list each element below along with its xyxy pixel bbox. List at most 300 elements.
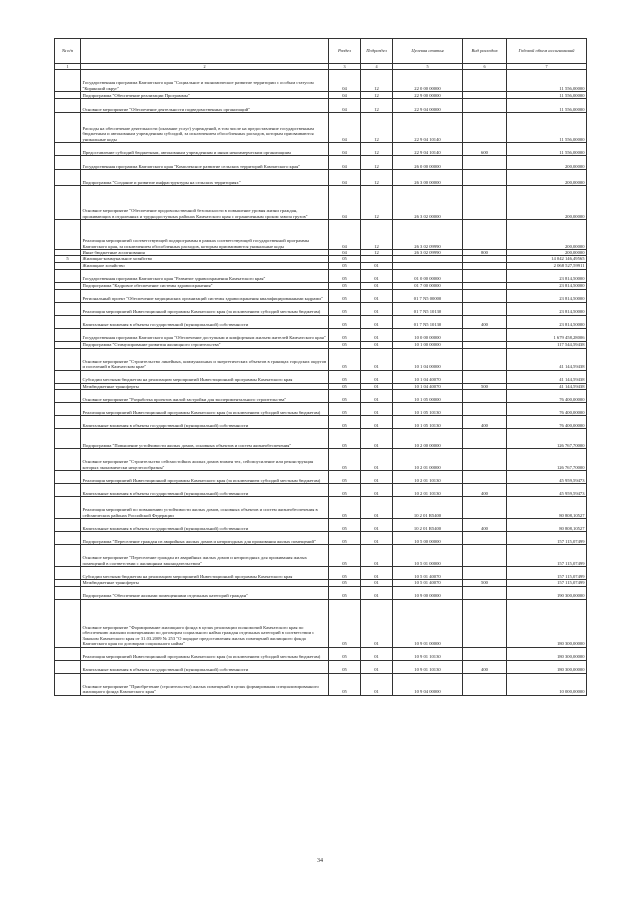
row-celevaya-statya: 10 2 00 00000 bbox=[393, 429, 463, 449]
row-number bbox=[55, 545, 81, 567]
row-podrazdel: 01 bbox=[361, 484, 393, 497]
row-celevaya-statya: 22 9 04 00000 bbox=[393, 99, 463, 113]
row-name: Основное мероприятие "Разработка проектов жилой застройки для экспериментального строительства" bbox=[81, 390, 329, 403]
table-row bbox=[55, 567, 587, 580]
column-index: 4 bbox=[361, 64, 393, 70]
row-amount: 157 115,07499 bbox=[507, 567, 587, 580]
row-razdel: 05 bbox=[329, 370, 361, 383]
row-amount: 117 544,59438 bbox=[507, 341, 587, 348]
row-razdel: 05 bbox=[329, 449, 361, 471]
column-index: 2 bbox=[81, 64, 329, 70]
row-amount: 157 115,07499 bbox=[507, 545, 587, 567]
row-razdel: 05 bbox=[329, 519, 361, 532]
row-amount: 200,00000 bbox=[507, 250, 587, 256]
table-row bbox=[55, 370, 587, 383]
row-celevaya-statya: 26 3 02 09990 bbox=[393, 250, 463, 256]
row-vid-raskhodov bbox=[463, 170, 507, 186]
row-razdel: 04 bbox=[329, 156, 361, 170]
table-row bbox=[55, 186, 587, 220]
row-amount: 180 300,00000 bbox=[507, 660, 587, 673]
row-name: Жилищно-коммунальное хозяйство bbox=[81, 256, 329, 262]
row-name: Межбюджетные трансферты bbox=[81, 383, 329, 389]
row-number bbox=[55, 220, 81, 250]
row-vid-raskhodov bbox=[463, 403, 507, 416]
row-name: Региональный проект "Обеспечение медицинских организаций системы здравоохранения квалифицированными кадрами" bbox=[81, 289, 329, 302]
row-celevaya-statya: 10 9 00 00000 bbox=[393, 586, 463, 599]
row-vid-raskhodov bbox=[463, 673, 507, 695]
row-podrazdel: 01 bbox=[361, 282, 393, 289]
row-name: Государственная программа Камчатского края "Комплексное развитие сельских территорий Камчатского края" bbox=[81, 156, 329, 170]
row-celevaya-statya: 10 1 05 10130 bbox=[393, 416, 463, 429]
row-number bbox=[55, 647, 81, 660]
row-celevaya-statya: 10 2 01 10130 bbox=[393, 484, 463, 497]
row-name: Основное мероприятие "Формирование жилищного фонда в целях реализации полномочий Камчатского края по обеспечению жилыми помещениями по договорам социального найма граждан отдельных категорий в соответствии с Законом Камчатского края от 31.03.2009 № 253 "О порядке предоставления жилых помещений жилищного фонда Камчатского края по договорам социального найма" bbox=[81, 599, 329, 647]
row-vid-raskhodov bbox=[463, 532, 507, 545]
row-podrazdel: 01 bbox=[361, 545, 393, 567]
row-name: Капитальные вложения в объекты государственной (муниципальной) собственности bbox=[81, 484, 329, 497]
row-podrazdel: 12 bbox=[361, 143, 393, 156]
row-podrazdel: 01 bbox=[361, 580, 393, 586]
table-row bbox=[55, 449, 587, 471]
header-num: № п/п bbox=[55, 39, 81, 64]
row-podrazdel: 01 bbox=[361, 647, 393, 660]
row-amount: 190 300,00000 bbox=[507, 586, 587, 599]
row-number bbox=[55, 70, 81, 92]
row-vid-raskhodov bbox=[463, 497, 507, 519]
row-podrazdel: 12 bbox=[361, 250, 393, 256]
row-celevaya-statya: 10 2 01 10130 bbox=[393, 471, 463, 484]
header-godovoy-obem: Годовой объем ассигнований bbox=[507, 39, 587, 64]
row-podrazdel: 01 bbox=[361, 328, 393, 341]
row-number bbox=[55, 403, 81, 416]
row-amount: 11 556,00000 bbox=[507, 113, 587, 143]
row-name: Государственная программа Камчатского края "Обеспечение доступным и комфортным жильем жителей Камчатского края" bbox=[81, 328, 329, 341]
row-celevaya-statya: 10 1 05 00000 bbox=[393, 390, 463, 403]
budget-table-page bbox=[54, 38, 586, 696]
row-number bbox=[55, 328, 81, 341]
row-razdel: 05 bbox=[329, 403, 361, 416]
row-name: Капитальные вложения в объекты государственной (муниципальной) собственности bbox=[81, 315, 329, 328]
row-podrazdel: 12 bbox=[361, 70, 393, 92]
table-row bbox=[55, 156, 587, 170]
header-vid-raskhodov: Вид расходов bbox=[463, 39, 507, 64]
row-celevaya-statya: 26 3 00 00000 bbox=[393, 170, 463, 186]
table-row bbox=[55, 429, 587, 449]
row-celevaya-statya: 22 9 04 10140 bbox=[393, 113, 463, 143]
row-vid-raskhodov bbox=[463, 302, 507, 315]
row-name: Реализация мероприятий соответствующей подпрограммы в рамках соответствующей государственной программы Камчатского края, за исключением обособленных расходов, которым присваиваются уникальные коды bbox=[81, 220, 329, 250]
table-row bbox=[55, 348, 587, 370]
row-razdel: 05 bbox=[329, 647, 361, 660]
row-razdel: 05 bbox=[329, 383, 361, 389]
row-vid-raskhodov bbox=[463, 70, 507, 92]
column-index: 6 bbox=[463, 64, 507, 70]
row-amount: 41 144,59438 bbox=[507, 370, 587, 383]
row-amount: 45 959,59473 bbox=[507, 484, 587, 497]
page-number: 34 bbox=[317, 858, 323, 864]
row-amount: 2 068 527,59911 bbox=[507, 262, 587, 269]
row-name: Основное мероприятие "Строительство линейных, коммунальных и энергетических объектов в границах городских округов и поселений в Камчатском крае" bbox=[81, 348, 329, 370]
row-vid-raskhodov bbox=[463, 429, 507, 449]
row-vid-raskhodov bbox=[463, 156, 507, 170]
row-number bbox=[55, 673, 81, 695]
row-name: Межбюджетные трансферты bbox=[81, 580, 329, 586]
row-amount: 11 556,00000 bbox=[507, 92, 587, 99]
header-razdel: Раздел bbox=[329, 39, 361, 64]
row-number bbox=[55, 599, 81, 647]
row-celevaya-statya: 10 9 01 10130 bbox=[393, 660, 463, 673]
row-vid-raskhodov: 600 bbox=[463, 143, 507, 156]
row-amount: 23 814,50000 bbox=[507, 282, 587, 289]
table-row bbox=[55, 282, 587, 289]
row-vid-raskhodov bbox=[463, 92, 507, 99]
row-podrazdel: 01 bbox=[361, 497, 393, 519]
row-vid-raskhodov bbox=[463, 586, 507, 599]
row-vid-raskhodov: 400 bbox=[463, 660, 507, 673]
row-name: Субсидии местным бюджетам на реализацию мероприятий Инвестиционной программы Камчатского края bbox=[81, 567, 329, 580]
table-row bbox=[55, 660, 587, 673]
row-amount: 23 814,50000 bbox=[507, 302, 587, 315]
row-number bbox=[55, 429, 81, 449]
row-number bbox=[55, 390, 81, 403]
row-celevaya-statya: 22 0 00 00000 bbox=[393, 70, 463, 92]
table-row bbox=[55, 262, 587, 269]
row-name: Подпрограмма "Повышение устойчивости жилых домов, основных объектов и систем жизнеобеспечения" bbox=[81, 429, 329, 449]
row-number bbox=[55, 370, 81, 383]
table-row bbox=[55, 170, 587, 186]
row-name: Иные бюджетные ассигнования bbox=[81, 250, 329, 256]
row-amount: 126 767,70000 bbox=[507, 429, 587, 449]
row-amount: 1 679 458,28006 bbox=[507, 328, 587, 341]
table-row bbox=[55, 647, 587, 660]
row-amount: 180 300,00000 bbox=[507, 647, 587, 660]
row-podrazdel: 12 bbox=[361, 220, 393, 250]
row-amount: 76 400,00000 bbox=[507, 390, 587, 403]
row-podrazdel: 01 bbox=[361, 302, 393, 315]
row-amount: 11 556,00000 bbox=[507, 143, 587, 156]
row-number bbox=[55, 143, 81, 156]
row-amount: 76 400,00000 bbox=[507, 403, 587, 416]
row-podrazdel: 01 bbox=[361, 449, 393, 471]
row-podrazdel: 01 bbox=[361, 673, 393, 695]
row-number bbox=[55, 99, 81, 113]
row-razdel: 05 bbox=[329, 262, 361, 269]
table-row bbox=[55, 599, 587, 647]
row-vid-raskhodov: 400 bbox=[463, 416, 507, 429]
row-razdel: 04 bbox=[329, 170, 361, 186]
row-podrazdel: 01 bbox=[361, 315, 393, 328]
row-name: Жилищное хозяйство bbox=[81, 262, 329, 269]
row-podrazdel: 01 bbox=[361, 586, 393, 599]
table-header bbox=[55, 39, 587, 64]
row-name: Основное мероприятие "Строительство сейсмостойких жилых домов взамен тех, сейсмоусиление или реконструкция которых экономически нецелесообразны" bbox=[81, 449, 329, 471]
table-row bbox=[55, 532, 587, 545]
row-razdel: 04 bbox=[329, 186, 361, 220]
row-amount: 200,00000 bbox=[507, 186, 587, 220]
row-celevaya-statya bbox=[393, 262, 463, 269]
row-number bbox=[55, 484, 81, 497]
row-name: Государственная программа Камчатского края "Социальное и экономическое развитие территории с особым статусом "Корякский округ" bbox=[81, 70, 329, 92]
row-name: Подпрограмма "Обеспечение реализации Программы" bbox=[81, 92, 329, 99]
row-celevaya-statya: 10 1 04 00000 bbox=[393, 348, 463, 370]
row-podrazdel: 01 bbox=[361, 383, 393, 389]
row-razdel: 05 bbox=[329, 416, 361, 429]
row-celevaya-statya: 26 3 02 09990 bbox=[393, 220, 463, 250]
row-podrazdel: 01 bbox=[361, 532, 393, 545]
row-name: Основное мероприятие "Обеспечение деятельности подведомственных организаций" bbox=[81, 99, 329, 113]
row-number bbox=[55, 92, 81, 99]
row-celevaya-statya: 10 2 01 R5400 bbox=[393, 519, 463, 532]
row-amount: 200,00000 bbox=[507, 170, 587, 186]
row-vid-raskhodov: 400 bbox=[463, 519, 507, 532]
row-amount: 76 400,00000 bbox=[507, 416, 587, 429]
row-name: Расходы на обеспечение деятельности (оказание услуг) учреждений, в том числе на предоставление государственным бюджетным и автономным учреждениям субсидий, за исключением обособленных расходов, которым присваиваются уникальные коды bbox=[81, 113, 329, 143]
row-razdel: 05 bbox=[329, 484, 361, 497]
row-number bbox=[55, 186, 81, 220]
row-razdel: 05 bbox=[329, 599, 361, 647]
row-name: Субсидии местным бюджетам на реализацию мероприятий Инвестиционной программы Камчатского края bbox=[81, 370, 329, 383]
table-row bbox=[55, 484, 587, 497]
row-razdel: 05 bbox=[329, 390, 361, 403]
row-amount: 14 042 146,49565 bbox=[507, 256, 587, 262]
row-razdel: 05 bbox=[329, 580, 361, 586]
row-razdel: 04 bbox=[329, 250, 361, 256]
row-amount: 11 556,00000 bbox=[507, 70, 587, 92]
row-vid-raskhodov bbox=[463, 647, 507, 660]
row-vid-raskhodov bbox=[463, 328, 507, 341]
row-razdel: 05 bbox=[329, 429, 361, 449]
row-name: Реализация мероприятий по повышению устойчивости жилых домов, основных объектов и систем жизнеобеспечения в сейсмических районах Российской Федерации bbox=[81, 497, 329, 519]
table-row bbox=[55, 113, 587, 143]
row-number bbox=[55, 113, 81, 143]
table-row bbox=[55, 545, 587, 567]
row-number bbox=[55, 302, 81, 315]
row-name: Подпрограмма "Обеспечение жилыми помещениями отдельных категорий граждан" bbox=[81, 586, 329, 599]
row-razdel: 05 bbox=[329, 497, 361, 519]
row-celevaya-statya: 10 1 04 40070 bbox=[393, 370, 463, 383]
row-celevaya-statya: 26 3 02 00000 bbox=[393, 186, 463, 220]
row-name: Подпрограмма "Создание и развитие инфраструктуры на сельских территориях" bbox=[81, 170, 329, 186]
row-name: Реализация мероприятий Инвестиционной программы Камчатского края (за исключением субсидий местным бюджетам) bbox=[81, 403, 329, 416]
row-podrazdel: 01 bbox=[361, 599, 393, 647]
row-name: Реализация мероприятий Инвестиционной программы Камчатского края (за исключением субсидий местным бюджетам) bbox=[81, 302, 329, 315]
budget-table bbox=[54, 38, 587, 696]
row-number bbox=[55, 269, 81, 282]
row-celevaya-statya: 10 1 04 40070 bbox=[393, 383, 463, 389]
row-number bbox=[55, 348, 81, 370]
row-amount: 126 767,70000 bbox=[507, 449, 587, 471]
table-row bbox=[55, 143, 587, 156]
row-name: Подпрограмма "Кадровое обеспечение системы здравоохранения" bbox=[81, 282, 329, 289]
row-podrazdel: 01 bbox=[361, 429, 393, 449]
table-row bbox=[55, 302, 587, 315]
row-vid-raskhodov bbox=[463, 545, 507, 567]
row-number bbox=[55, 282, 81, 289]
row-podrazdel: 01 bbox=[361, 519, 393, 532]
row-razdel: 05 bbox=[329, 302, 361, 315]
row-razdel: 05 bbox=[329, 545, 361, 567]
table-row bbox=[55, 341, 587, 348]
header-celevaya-statya: Целевая статья bbox=[393, 39, 463, 64]
row-celevaya-statya: 10 5 00 00000 bbox=[393, 532, 463, 545]
column-index: 3 bbox=[329, 64, 361, 70]
row-vid-raskhodov bbox=[463, 282, 507, 289]
row-razdel: 05 bbox=[329, 282, 361, 289]
row-razdel: 05 bbox=[329, 567, 361, 580]
row-amount: 10 000,00000 bbox=[507, 673, 587, 695]
row-name: Основное мероприятие "Обеспечение продовольственной безопасности в повышение уровня жизни граждан, проживающих в отдаленных и труднодоступных районах Камчатского края с ограниченным сроком завоза грузов" bbox=[81, 186, 329, 220]
row-podrazdel: 01 bbox=[361, 403, 393, 416]
row-amount: 23 814,50000 bbox=[507, 315, 587, 328]
row-celevaya-statya: 26 0 00 00000 bbox=[393, 156, 463, 170]
row-podrazdel: 01 bbox=[361, 370, 393, 383]
row-razdel: 04 bbox=[329, 220, 361, 250]
table-row bbox=[55, 416, 587, 429]
table-row bbox=[55, 220, 587, 250]
row-amount: 80 808,10527 bbox=[507, 519, 587, 532]
row-razdel: 05 bbox=[329, 315, 361, 328]
row-number bbox=[55, 497, 81, 519]
row-number bbox=[55, 170, 81, 186]
row-number bbox=[55, 289, 81, 302]
row-razdel: 05 bbox=[329, 673, 361, 695]
row-number bbox=[55, 519, 81, 532]
row-celevaya-statya: 01 7 00 00000 bbox=[393, 282, 463, 289]
row-number bbox=[55, 315, 81, 328]
row-amount: 41 144,59438 bbox=[507, 348, 587, 370]
row-celevaya-statya: 10 5 01 40070 bbox=[393, 580, 463, 586]
row-celevaya-statya: 10 0 00 00000 bbox=[393, 328, 463, 341]
row-name: Основное мероприятие "Переселение граждан из аварийных жилых домов и непригодных для проживания жилых помещений в соответствии с жилищным законодательством" bbox=[81, 545, 329, 567]
table-row bbox=[55, 519, 587, 532]
row-vid-raskhodov bbox=[463, 99, 507, 113]
row-celevaya-statya: 22 9 04 10140 bbox=[393, 143, 463, 156]
row-name: Капитальные вложения в объекты государственной (муниципальной) собственности bbox=[81, 416, 329, 429]
row-celevaya-statya: 10 5 01 40070 bbox=[393, 567, 463, 580]
row-celevaya-statya: 01 7 N5 10130 bbox=[393, 302, 463, 315]
row-celevaya-statya: 01 0 00 00000 bbox=[393, 269, 463, 282]
row-name: Основное мероприятие "Приобретение (строительство) жилых помещений в целях формирования специализированного жилищного фонда Камчатского края" bbox=[81, 673, 329, 695]
row-razdel: 05 bbox=[329, 289, 361, 302]
row-name: Предоставление субсидий бюджетным, автономным учреждениям и иным некоммерческим организациям bbox=[81, 143, 329, 156]
row-vid-raskhodov: 400 bbox=[463, 484, 507, 497]
column-index: 1 bbox=[55, 64, 81, 70]
row-name: Реализация мероприятий Инвестиционной программы Камчатского края (за исключением субсидий местным бюджетам) bbox=[81, 471, 329, 484]
row-number bbox=[55, 341, 81, 348]
row-vid-raskhodov: 500 bbox=[463, 580, 507, 586]
row-number: 5 bbox=[55, 256, 81, 262]
row-razdel: 05 bbox=[329, 586, 361, 599]
row-amount: 80 808,10527 bbox=[507, 497, 587, 519]
row-razdel: 05 bbox=[329, 341, 361, 348]
table-row bbox=[55, 586, 587, 599]
row-name: Реализация мероприятий Инвестиционной программы Камчатского края (за исключением субсидий местным бюджетам) bbox=[81, 647, 329, 660]
row-celevaya-statya: 01 7 N5 10130 bbox=[393, 315, 463, 328]
row-podrazdel: 01 bbox=[361, 660, 393, 673]
row-vid-raskhodov bbox=[463, 113, 507, 143]
row-amount: 180 300,00000 bbox=[507, 599, 587, 647]
row-celevaya-statya: 10 9 01 00000 bbox=[393, 599, 463, 647]
row-celevaya-statya: 10 9 04 00000 bbox=[393, 673, 463, 695]
row-amount: 157 115,07499 bbox=[507, 532, 587, 545]
row-amount: 200,00000 bbox=[507, 220, 587, 250]
column-index: 7 bbox=[507, 64, 587, 70]
row-podrazdel: 12 bbox=[361, 170, 393, 186]
table-row bbox=[55, 315, 587, 328]
row-number bbox=[55, 416, 81, 429]
row-amount: 200,00000 bbox=[507, 156, 587, 170]
row-celevaya-statya: 10 2 01 R5400 bbox=[393, 497, 463, 519]
row-vid-raskhodov bbox=[463, 449, 507, 471]
row-vid-raskhodov bbox=[463, 341, 507, 348]
row-celevaya-statya: 22 9 00 00000 bbox=[393, 92, 463, 99]
row-celevaya-statya: 01 7 N5 00000 bbox=[393, 289, 463, 302]
row-podrazdel: 12 bbox=[361, 186, 393, 220]
row-razdel: 05 bbox=[329, 471, 361, 484]
row-vid-raskhodov bbox=[463, 220, 507, 250]
row-number bbox=[55, 449, 81, 471]
header-name bbox=[81, 39, 329, 64]
table-row bbox=[55, 673, 587, 695]
table-row bbox=[55, 497, 587, 519]
table-row bbox=[55, 70, 587, 92]
row-vid-raskhodov bbox=[463, 471, 507, 484]
row-name: Подпрограмма "Стимулирование развития жилищного строительства" bbox=[81, 341, 329, 348]
row-name: Капитальные вложения в объекты государственной (муниципальной) собственности bbox=[81, 519, 329, 532]
row-celevaya-statya: 10 1 05 10130 bbox=[393, 403, 463, 416]
row-podrazdel: 01 bbox=[361, 289, 393, 302]
table-body bbox=[55, 70, 587, 696]
row-celevaya-statya: 10 9 01 10130 bbox=[393, 647, 463, 660]
table-row bbox=[55, 403, 587, 416]
row-razdel: 04 bbox=[329, 92, 361, 99]
table-row bbox=[55, 99, 587, 113]
row-podrazdel: 12 bbox=[361, 156, 393, 170]
row-vid-raskhodov bbox=[463, 269, 507, 282]
table-row bbox=[55, 269, 587, 282]
row-podrazdel: 01 bbox=[361, 390, 393, 403]
row-vid-raskhodov: 500 bbox=[463, 383, 507, 389]
row-number bbox=[55, 471, 81, 484]
row-vid-raskhodov bbox=[463, 390, 507, 403]
row-number bbox=[55, 660, 81, 673]
row-amount: 41 144,59438 bbox=[507, 383, 587, 389]
row-podrazdel: 01 bbox=[361, 341, 393, 348]
table-row bbox=[55, 289, 587, 302]
table-row bbox=[55, 92, 587, 99]
row-podrazdel: 01 bbox=[361, 567, 393, 580]
row-razdel: 04 bbox=[329, 143, 361, 156]
row-vid-raskhodov bbox=[463, 370, 507, 383]
row-vid-raskhodov bbox=[463, 348, 507, 370]
row-amount: 23 814,50000 bbox=[507, 289, 587, 302]
row-razdel: 04 bbox=[329, 99, 361, 113]
row-number bbox=[55, 567, 81, 580]
row-number bbox=[55, 262, 81, 269]
row-podrazdel: 01 bbox=[361, 416, 393, 429]
row-vid-raskhodov: 400 bbox=[463, 315, 507, 328]
row-razdel: 05 bbox=[329, 256, 361, 262]
row-amount: 11 556,00000 bbox=[507, 99, 587, 113]
row-razdel: 05 bbox=[329, 328, 361, 341]
row-vid-raskhodov bbox=[463, 289, 507, 302]
row-number bbox=[55, 586, 81, 599]
row-podrazdel: 01 bbox=[361, 348, 393, 370]
row-number bbox=[55, 156, 81, 170]
row-vid-raskhodov bbox=[463, 567, 507, 580]
row-vid-raskhodov bbox=[463, 186, 507, 220]
row-razdel: 04 bbox=[329, 113, 361, 143]
